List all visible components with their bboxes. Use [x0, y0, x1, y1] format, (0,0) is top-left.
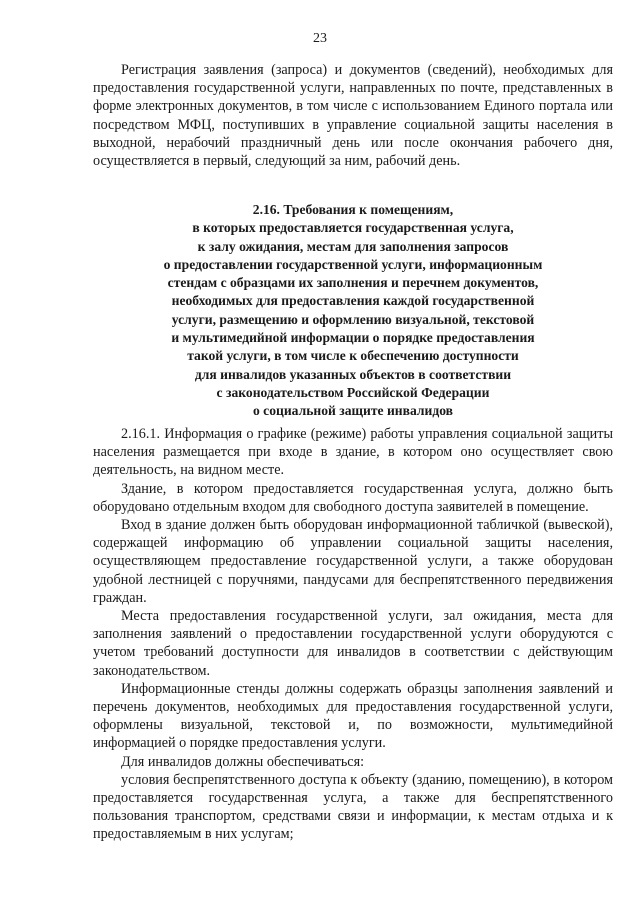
heading-line: для инвалидов указанных объектов в соответствии — [194, 366, 512, 382]
intro-text-block — [93, 61, 613, 170]
heading-line: в которых предоставляется государственная услуга, — [192, 220, 514, 236]
section-heading — [93, 201, 613, 421]
page-number: 23 — [313, 31, 327, 46]
heading-line: 2.16. Требования к помещениям, — [252, 202, 454, 217]
heading-line: с законодательством Российской Федерации — [216, 384, 490, 400]
paragraph-disabled-intro: Для инвалидов должны обеспечиваться: — [121, 753, 365, 770]
paragraph-access-conditions: условия беспрепятственного доступа к объекту (зданию, помещению), в котором предоставляется государственная услуга, а также для беспрепятственного пользования транспортом, средствами связи и информации, к местам отдыха и к предоставляемым в них услугам; — [93, 771, 613, 843]
heading-line: необходимых для предоставления каждой государственной — [171, 293, 535, 309]
heading-line: стендам с образцами их заполнения и перечнем документов, — [167, 275, 539, 291]
paragraph-separate-entrance: Здание, в котором предоставляется государственная услуга, должно быть оборудовано отдельным входом для свободного доступа заявителей в помещение. — [93, 480, 613, 515]
paragraph-entrance-sign: Вход в здание должен быть оборудован информационной табличкой (вывеской), содержащей информацию об управлении социальной защиты населения, осуществляющем предоставление государственной услуги, а также оборудован удобной лестницей с поручнями, пандусами для беспрепятственного передвижения граждан. — [93, 517, 613, 606]
heading-line: услуги, размещению и оформлению визуальной, текстовой — [171, 311, 535, 327]
heading-line: такой услуги, в том числе к обеспечению доступности — [187, 348, 519, 364]
paragraph-info-stands: Информационные стенды должны содержать образцы заполнения заявлений и перечень документов, необходимых для предоставления государственной услуги, оформлены визуальной, текстовой и, по возможности, мультимедийной информацией о порядке предоставления услуги. — [93, 680, 613, 752]
heading-line: к залу ожидания, местам для заполнения запросов — [197, 238, 509, 254]
heading-line: о предоставлении государственной услуги, информационным — [163, 256, 543, 272]
heading-line: и мультимедийной информации о порядке предоставления — [171, 330, 535, 346]
paragraph-service-places: Места предоставления государственной услуги, зал ожидания, места для заполнения заявлений о предоставлении государственной услуги оборудуются с учетом требований доступности для инвалидов в соответствии с действующим законодательством. — [93, 608, 613, 679]
section-body — [93, 425, 613, 844]
paragraph-registration: Регистрация заявления (запроса) и документов (сведений), необходимых для предоставления государственной услуги, направленных по почте, представленных в форме электронных документов, в том числе с использованием Единого портала или посредством МФЦ, поступивших в управление социальной защиты населения в выходной, нерабочий праздничный день или после окончания рабочего дня, осуществляется в первый, следующий за ним, рабочий день. — [93, 62, 613, 170]
paragraph-schedule-info: 2.16.1. Информация о графике (режиме) работы управления социальной защиты населения размещается при входе в здание, в котором оно осуществляет свою деятельность, на видном месте. — [93, 426, 613, 479]
heading-line: о социальной защите инвалидов — [252, 403, 454, 419]
